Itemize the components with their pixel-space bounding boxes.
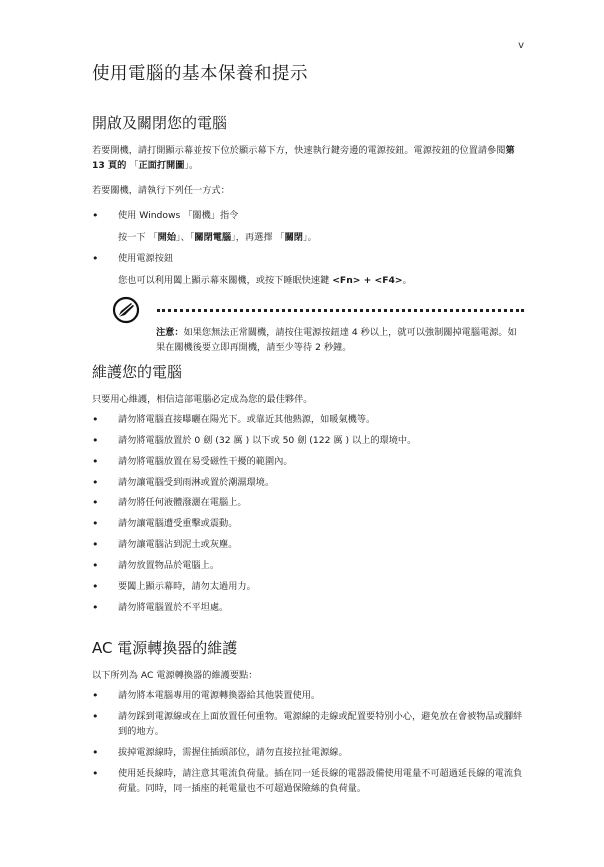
page-number: v <box>518 40 524 51</box>
shutdown-computer-ref: 關閉電腦 <box>194 232 232 243</box>
quote-close: 」。 <box>184 160 199 171</box>
shutdown-ref: 關閉 <box>284 232 303 243</box>
steps-end: 」。 <box>303 232 317 243</box>
power-off-paragraph: 若要關機，請執行下列任一方式： <box>92 185 230 196</box>
ac-list <box>92 688 524 796</box>
no-pen-icon <box>112 296 140 324</box>
steps-sep: 」，再選擇 「 <box>231 232 285 243</box>
hotkey-text: 您也可以利用闔上顯示幕來關機，或按下睡眠快速鍵 <box>118 274 333 286</box>
hotkey-end: 。 <box>402 274 412 286</box>
list-item: • 請勿將電腦置於不平坦處。 <box>92 600 524 615</box>
note-label: 注意： <box>156 326 184 338</box>
care-list <box>92 412 524 615</box>
section-heading-power: 開啟及關閉您的電腦 <box>92 114 228 132</box>
figure-reference: 正面打開圖 <box>138 160 185 171</box>
list-item: • 請勿踩到電源線或在上面放置任何重物。電源線的走線或配置要特別小心，避免放在會被物品或腳絆到的地方。 <box>92 709 524 739</box>
list-item: • 使用延長線時，請注意其電流負荷量。插在同一延長線的電器設備使用電量不可超過延長線的電流負荷量。同時，同一插座的耗電量也不可超過保險絲的負荷量。 <box>92 766 524 796</box>
list-item: • 請勿將電腦放置在易受磁性干擾的範圍內。 <box>92 454 524 469</box>
sleep-hotkey-text <box>118 273 524 288</box>
section-care <box>92 362 524 615</box>
power-on-text: 若要開機，請打開顯示幕並按下位於顯示幕下方，快速執行鍵旁邊的電源按鈕。電源按鈕的位置請參閱 <box>92 145 506 156</box>
power-button-label: 使用電源按鈕 <box>118 252 174 264</box>
list-item: • 請勿將本電腦專用的電源轉換器給其他裝置使用。 <box>92 688 524 703</box>
steps-text: 按一下 「 <box>118 232 158 243</box>
note-text <box>156 325 524 355</box>
note-box <box>92 296 524 354</box>
page-content <box>92 60 524 801</box>
list-item: • 請勿讓電腦沾到泥土或灰塵。 <box>92 537 524 552</box>
note-divider <box>157 309 524 312</box>
list-item: • 請勿將任何液體潑灑在電腦上。 <box>92 495 524 510</box>
page-title: 使用電腦的基本保養和提示 <box>92 64 308 84</box>
page-reference: 第 13 頁的 <box>92 145 515 171</box>
list-item: • 請勿讓電腦受到雨淋或置於潮濕環境。 <box>92 475 524 490</box>
list-item <box>92 251 524 288</box>
windows-shutdown-label: 使用 Windows 「關機」指令 <box>118 210 239 221</box>
list-item: • 拔掉電源線時，需握住插頭部位，請勿直接拉扯電源線。 <box>92 745 524 760</box>
sleep-hotkey: <Fn> + <F4> <box>332 274 403 286</box>
note-body: 如果您無法正常關機，請按住電源按鈕達 4 秒以上，就可以強制關掉電腦電源。如果在關機後要立即再開機，請至少等待 2 秒鐘。 <box>156 326 517 353</box>
quote-open: 「 <box>126 160 139 171</box>
section-power-on-off <box>92 113 524 354</box>
list-item <box>92 208 524 245</box>
ac-intro: 以下所列為 AC 電源轉換器的維護要點： <box>92 669 258 681</box>
section-ac-adapter <box>92 638 524 796</box>
care-intro: 只要用心維護，相信這部電腦必定成為您的最佳夥伴。 <box>92 393 313 405</box>
start-menu-ref: 開始 <box>157 232 177 243</box>
windows-shutdown-steps <box>118 230 524 245</box>
power-on-paragraph <box>92 143 524 173</box>
steps-sep: 」、「 <box>176 232 195 243</box>
list-item: • 請勿放置物品於電腦上。 <box>92 558 524 573</box>
list-item: • 要闔上顯示幕時，請勿太過用力。 <box>92 579 524 594</box>
list-item: • 請勿將電腦放置於 0 劍 (32 厲 ) 以下或 50 劍 (122 厲 ) 以上的環境中。 <box>92 433 524 448</box>
shutdown-methods-list <box>92 208 524 288</box>
section-heading-care: 維護您的電腦 <box>92 362 183 381</box>
list-item: • 請勿讓電腦遭受重擊或震動。 <box>92 516 524 531</box>
list-item: • 請勿將電腦直接曝曬在陽光下。或靠近其他熱源，如暖氣機等。 <box>92 412 524 427</box>
section-heading-ac: AC 電源轉換器的維護 <box>92 638 238 657</box>
